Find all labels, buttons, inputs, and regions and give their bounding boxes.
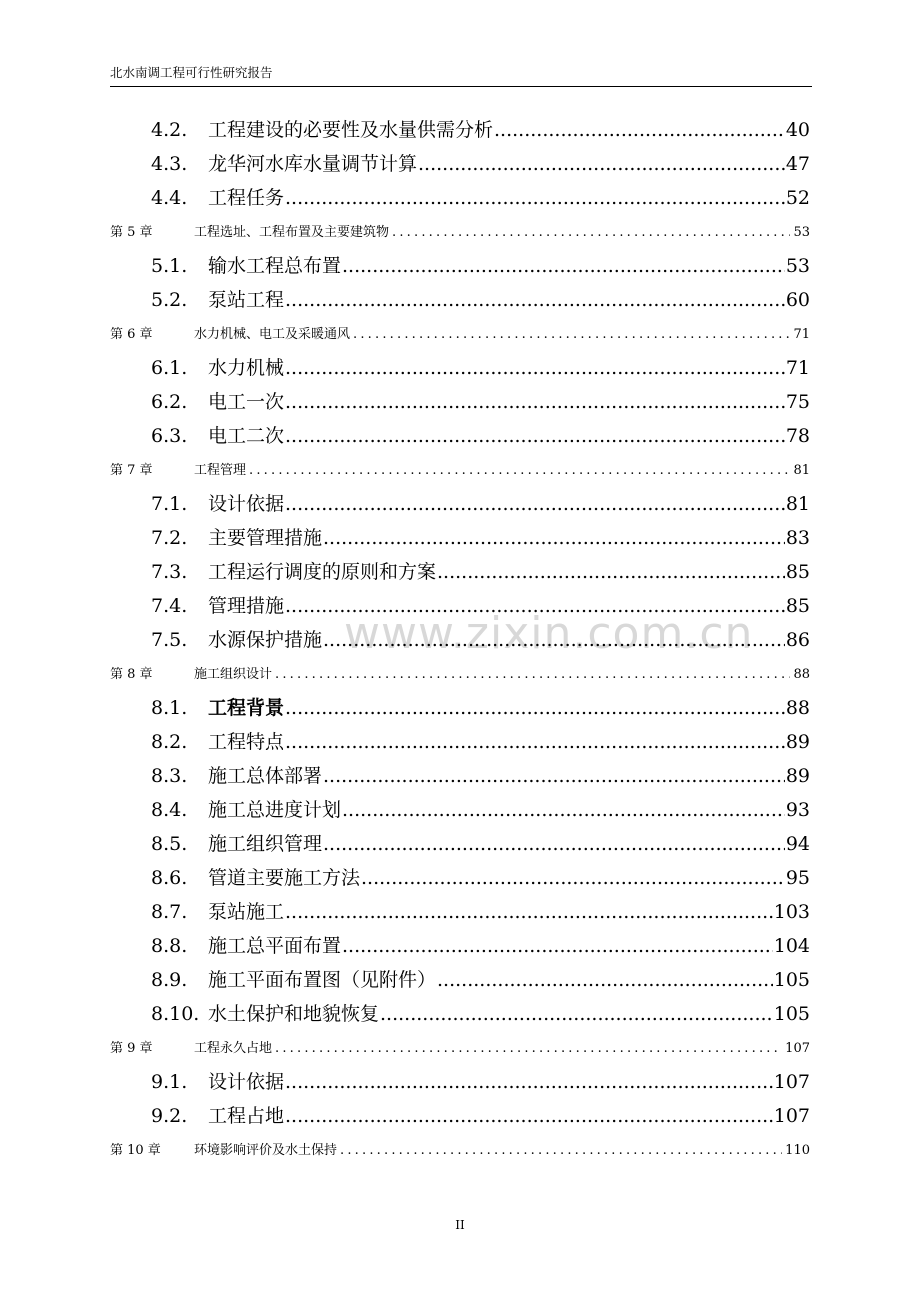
toc-entry-title: 施工总平面布置	[208, 935, 342, 957]
toc-entry-number: 6.1.	[151, 357, 188, 379]
toc-entry-page: 71	[793, 327, 810, 342]
toc-entry-page: 104	[773, 935, 810, 957]
toc-dot-leader	[380, 999, 773, 1029]
toc-entry-page: 94	[785, 833, 810, 855]
toc-section-entry[interactable]	[151, 557, 810, 587]
toc-dot-leader	[361, 863, 785, 893]
toc-section-entry[interactable]	[151, 965, 810, 995]
toc-entry-title: 施工平面布置图（见附件）	[208, 969, 437, 991]
toc-entry-title: 工程任务	[208, 187, 285, 209]
toc-dot-leader	[285, 387, 785, 417]
toc-dot-leader	[285, 1067, 773, 1097]
toc-entry-number: 第 8 章	[110, 667, 153, 682]
toc-entry-title: 工程特点	[208, 731, 285, 753]
toc-dot-leader	[285, 1101, 773, 1131]
toc-entry-number: 8.2.	[151, 731, 188, 753]
toc-entry-title: 施工总体部署	[208, 765, 323, 787]
toc-dot-leader	[285, 183, 785, 213]
toc-entry-number: 7.3.	[151, 561, 188, 583]
toc-entry-title: 输水工程总布置	[208, 255, 342, 277]
toc-dot-leader	[323, 523, 785, 553]
toc-dot-leader	[285, 285, 785, 315]
toc-entry-title: 工程占地	[208, 1105, 285, 1127]
toc-dot-leader	[494, 115, 785, 145]
toc-dot-leader	[342, 931, 773, 961]
toc-entry-number: 6.3.	[151, 425, 188, 447]
toc-entry-title: 施工组织设计	[194, 667, 273, 682]
toc-entry-title: 水力机械、电工及采暖通风	[194, 327, 351, 342]
toc-entry-page: 53	[793, 225, 810, 240]
toc-chapter-entry[interactable]	[110, 1038, 810, 1060]
toc-dot-leader	[249, 460, 790, 482]
toc-section-entry[interactable]	[151, 999, 810, 1029]
toc-dot-leader	[342, 795, 785, 825]
toc-chapter-entry[interactable]	[110, 222, 810, 244]
toc-entry-page: 95	[785, 867, 810, 889]
toc-entry-page: 107	[773, 1105, 810, 1127]
toc-section-entry[interactable]	[151, 387, 810, 417]
toc-entry-number: 9.2.	[151, 1105, 188, 1127]
running-header	[110, 64, 812, 87]
toc-entry-title: 工程建设的必要性及水量供需分析	[208, 119, 494, 141]
toc-dot-leader	[353, 324, 790, 346]
toc-entry-number: 8.10.	[151, 1003, 200, 1025]
toc-entry-page: 75	[785, 391, 810, 413]
toc-dot-leader	[285, 421, 785, 451]
toc-dot-leader	[285, 489, 785, 519]
toc-section-entry[interactable]	[151, 897, 810, 927]
toc-entry-number: 第 5 章	[110, 225, 153, 240]
toc-entry-page: 110	[785, 1143, 810, 1158]
toc-entry-title: 管道主要施工方法	[208, 867, 361, 889]
toc-entry-page: 71	[785, 357, 810, 379]
toc-dot-leader	[285, 591, 785, 621]
toc-section-entry[interactable]	[151, 285, 810, 315]
toc-entry-title: 龙华河水库水量调节计算	[208, 153, 418, 175]
toc-entry-page: 86	[785, 629, 810, 651]
toc-entry-title: 工程背景	[208, 697, 285, 719]
toc-section-entry[interactable]	[151, 625, 810, 655]
toc-entry-page: 47	[785, 153, 810, 175]
toc-entry-page: 53	[785, 255, 810, 277]
toc-entry-title: 施工总进度计划	[208, 799, 342, 821]
toc-entry-page: 88	[785, 697, 810, 719]
watermark: www.zixin.com.cn	[344, 608, 754, 659]
toc-entry-number: 8.5.	[151, 833, 188, 855]
toc-entry-page: 89	[785, 731, 810, 753]
toc-section-entry[interactable]	[151, 251, 810, 281]
toc-section-entry[interactable]	[151, 863, 810, 893]
toc-section-entry[interactable]	[151, 795, 810, 825]
toc-section-entry[interactable]	[151, 149, 810, 179]
toc-entry-title: 管理措施	[208, 595, 285, 617]
toc-entry-title: 水力机械	[208, 357, 285, 379]
toc-dot-leader	[342, 251, 785, 281]
toc-entry-number: 第 9 章	[110, 1041, 153, 1056]
toc-section-entry[interactable]	[151, 727, 810, 757]
toc-dot-leader	[285, 897, 773, 927]
toc-section-entry[interactable]	[151, 523, 810, 553]
toc-section-entry[interactable]	[151, 353, 810, 383]
toc-entry-number: 8.4.	[151, 799, 188, 821]
toc-section-entry[interactable]	[151, 183, 810, 213]
toc-chapter-entry[interactable]	[110, 460, 810, 482]
toc-entry-page: 60	[785, 289, 810, 311]
toc-entry-page: 107	[785, 1041, 810, 1056]
toc-entry-title: 电工一次	[208, 391, 285, 413]
toc-entry-title: 设计依据	[208, 493, 285, 515]
toc-entry-number: 9.1.	[151, 1071, 188, 1093]
toc-entry-page: 107	[773, 1071, 810, 1093]
toc-section-entry[interactable]	[151, 115, 810, 145]
toc-entry-number: 第 6 章	[110, 327, 153, 342]
toc-entry-title: 主要管理措施	[208, 527, 323, 549]
toc-entry-page: 52	[785, 187, 810, 209]
toc-entry-number: 第 10 章	[110, 1143, 161, 1158]
toc-dot-leader	[323, 625, 785, 655]
toc-entry-number: 4.4.	[151, 187, 188, 209]
header-title: 北水南调工程可行性研究报告	[110, 65, 273, 80]
toc-entry-page: 40	[785, 119, 810, 141]
toc-entry-number: 7.2.	[151, 527, 188, 549]
toc-entry-number: 8.6.	[151, 867, 188, 889]
toc-dot-leader	[323, 761, 785, 791]
toc-section-entry[interactable]	[151, 1101, 810, 1131]
toc-entry-number: 8.8.	[151, 935, 188, 957]
toc-chapter-entry[interactable]	[110, 1140, 810, 1162]
toc-entry-number: 7.1.	[151, 493, 188, 515]
toc-entry-page: 93	[785, 799, 810, 821]
toc-dot-leader	[285, 353, 785, 383]
toc-section-entry[interactable]	[151, 829, 810, 859]
toc-entry-page: 81	[793, 463, 810, 478]
toc-entry-page: 83	[785, 527, 810, 549]
toc-dot-leader	[392, 222, 790, 244]
toc-entry-number: 6.2.	[151, 391, 188, 413]
toc-dot-leader	[285, 727, 785, 757]
toc-chapter-entry[interactable]	[110, 324, 810, 346]
toc-entry-title: 工程运行调度的原则和方案	[208, 561, 437, 583]
toc-entry-number: 7.5.	[151, 629, 188, 651]
toc-entry-page: 89	[785, 765, 810, 787]
toc-entry-title: 工程管理	[194, 463, 247, 478]
toc-dot-leader	[275, 1038, 782, 1060]
toc-entry-title: 环境影响评价及水土保持	[194, 1143, 338, 1158]
toc-entry-page: 85	[785, 595, 810, 617]
toc-section-entry[interactable]	[151, 931, 810, 961]
toc-entry-title: 设计依据	[208, 1071, 285, 1093]
page-number: II	[455, 1218, 465, 1232]
toc-chapter-entry[interactable]	[110, 664, 810, 686]
toc-entry-title: 工程选址、工程布置及主要建筑物	[194, 225, 390, 240]
toc-entry-number: 5.2.	[151, 289, 188, 311]
toc-entry-title: 泵站施工	[208, 901, 285, 923]
toc-dot-leader	[340, 1140, 782, 1162]
toc-section-entry[interactable]	[151, 421, 810, 451]
toc-dot-leader	[285, 693, 785, 723]
toc-section-entry[interactable]	[151, 761, 810, 791]
toc-entry-title: 水源保护措施	[208, 629, 323, 651]
toc-entry-page: 78	[785, 425, 810, 447]
toc-entry-page: 88	[793, 667, 810, 682]
toc-section-entry[interactable]	[151, 489, 810, 519]
toc-section-entry[interactable]	[151, 1067, 810, 1097]
toc-entry-page: 81	[785, 493, 810, 515]
toc-entry-number: 4.2.	[151, 119, 188, 141]
toc-section-entry[interactable]	[151, 591, 810, 621]
toc-entry-page: 103	[773, 901, 810, 923]
toc-dot-leader	[418, 149, 785, 179]
toc-entry-page: 105	[773, 969, 810, 991]
toc-entry-title: 电工二次	[208, 425, 285, 447]
toc-entry-title: 工程永久占地	[194, 1041, 273, 1056]
toc-dot-leader	[437, 557, 785, 587]
toc-entry-number: 4.3.	[151, 153, 188, 175]
toc-entry-number: 8.7.	[151, 901, 188, 923]
toc-entry-number: 8.3.	[151, 765, 188, 787]
toc-entry-number: 8.1.	[151, 697, 188, 719]
toc-dot-leader	[323, 829, 785, 859]
toc-dot-leader	[275, 664, 790, 686]
toc-entry-page: 105	[773, 1003, 810, 1025]
toc-dot-leader	[437, 965, 773, 995]
toc-entry-number: 7.4.	[151, 595, 188, 617]
toc-entry-number: 5.1.	[151, 255, 188, 277]
toc-entry-page: 85	[785, 561, 810, 583]
toc-entry-number: 第 7 章	[110, 463, 153, 478]
toc-entry-title: 泵站工程	[208, 289, 285, 311]
toc-entry-number: 8.9.	[151, 969, 188, 991]
toc-entry-title: 施工组织管理	[208, 833, 323, 855]
toc-section-entry[interactable]	[151, 693, 810, 723]
toc-entry-title: 水土保护和地貌恢复	[208, 1003, 380, 1025]
